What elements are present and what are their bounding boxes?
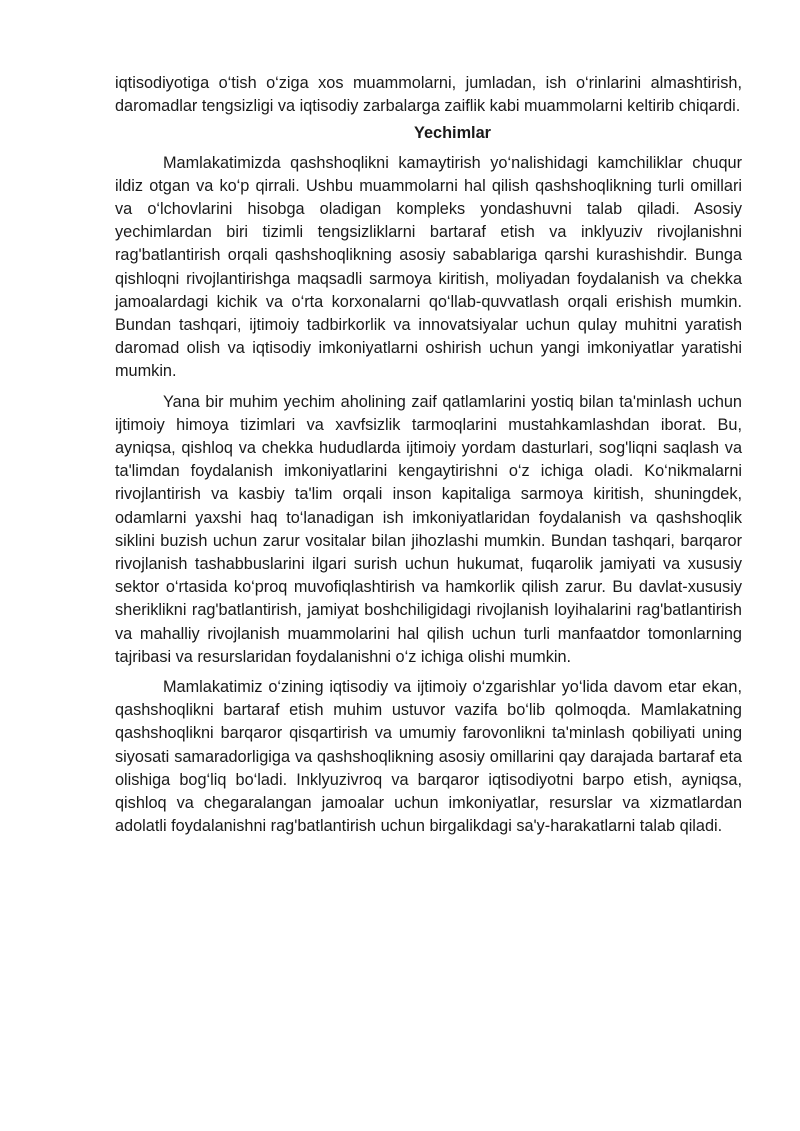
document-page <box>115 72 742 839</box>
paragraph-2: Yana bir muhim yechim aholining zaif qatlamlarini yostiq bilan ta'minlash uchun ijtimoiy himoya tizimlari va xavfsizlik tarmoqlarini mustahkamlashdan iborat. Bu, ayniqsa, qishloq va chekka hududlarda ijtimoiy yordam dasturlari, sog'liqni saqlash va ta'limdan foydalanish imkoniyatlarini kengaytirishni o‘z ichiga oladi. Ko‘nikmalarni rivojlantirish va kasbiy ta'lim orqali inson kapitaliga sarmoya kiritish, shuningdek, odamlarni yaxshi haq to‘lanadigan ish imkoniyatlaridan foydalanish va qashshoqlik siklini buzish uchun zarur vositalar bilan jihozlashi mumkin. Bundan tashqari, barqaror rivojlanish tashabbuslarini ilgari surish uchun hukumat, fuqarolik jamiyati va xususiy sektor o‘rtasida ko‘proq muvofiqlashtirish va hamkorlik qilish zarur. Bu davlat-xususiy sheriklikni rag'batlantirish, jamiyat boshchiligidagi rivojlanish loyihalarini rag'batlantirish va mahalliy rivojlanish muammolarini hal qilish uchun turli manfaatdor tomonlarning tajribasi va resurslaridan foydalanishni o‘z ichiga olishi mumkin. <box>115 392 742 666</box>
paragraph-3: Mamlakatimiz o‘zining iqtisodiy va ijtimoiy o‘zgarishlar yo‘lida davom etar ekan, qashshoqlikni bartaraf etish muhim ustuvor vazifa bo‘lib qolmoqda. Mamlakatning qashshoqlikni barqaror qisqartirish va umumiy farovonlikni ta'minlash qobiliyati uning siyosati samaradorligiga va qashshoqlikning asosiy omillarini qay darajada bartaraf eta olishiga bog‘liq bo‘ladi. Inklyuzivroq va barqaror iqtisodiyotni barpo etish, ayniqsa, qishloq va chegaralangan jamoalar uchun imkoniyatlar, resurslar va xizmatlardan adolatli foydalanishni rag'batlantirish uchun birgalikdagi sa'y-harakatlarni talab qiladi. <box>115 678 742 836</box>
section-heading: Yechimlar <box>414 124 491 143</box>
intro-paragraph: iqtisodiyotiga o‘tish o‘ziga xos muammolarni, jumladan, ish o‘rinlarini almashtirish, daromadlar tengsizligi va iqtisodiy zarbalarga zaiflik kabi muammolarni keltirib chiqardi. <box>115 74 742 116</box>
paragraph-1: Mamlakatimizda qashshoqlikni kamaytirish yo‘nalishidagi kamchiliklar chuqur ildiz otgan va ko‘p qirrali. Ushbu muammolarni hal qilish qashshoqlikning turli omillari va o‘lchovlarini hisobga oladigan kompleks yondashuvni talab qiladi. Asosiy yechimlardan biri tizimli tengsizliklarni bartaraf etish va inklyuziv rivojlanishni rag'batlantirish orqali qashshoqlikning asosiy sabablariga qarshi kurashishdir. Bunga qishloqni rivojlantirishga maqsadli sarmoya kiritish, moliyadan foydalanish va chekka jamoalardagi kichik va o‘rta korxonalarni qo‘llab-quvvatlash orqali erishish mumkin. Bundan tashqari, ijtimoiy tadbirkorlik va innovatsiyalar uchun qulay muhitni yaratish daromad olish va iqtisodiy imkoniyatlarni oshirish uchun yangi imkoniyatlar yaratishi mumkin. <box>115 153 742 381</box>
